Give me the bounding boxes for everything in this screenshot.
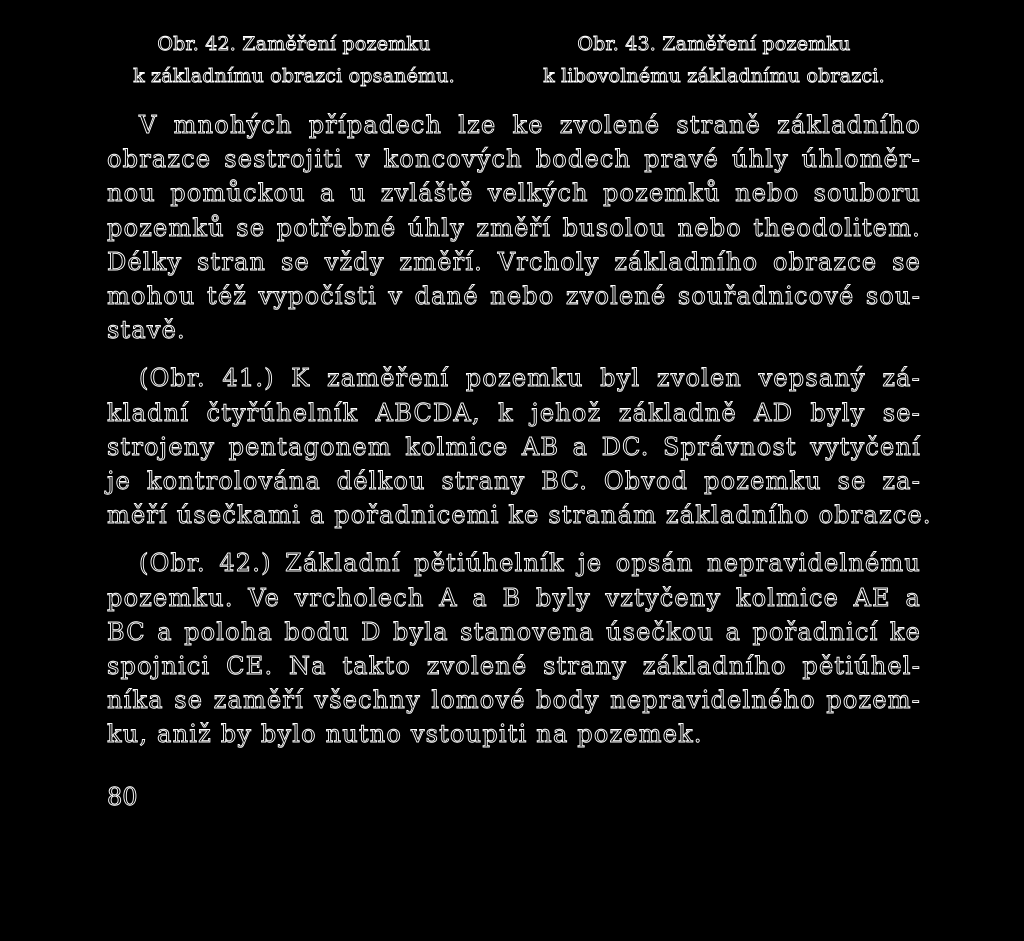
paragraph-3	[107, 546, 921, 751]
text-line: BC a poloha bodu D byla stanovena úsečkou a pořadnicí ke	[107, 617, 921, 646]
text-line: mohou též vypočísti v dané nebo zvolené souřadnicové sou-	[107, 282, 921, 311]
text-line: je kontrolována délkou strany BC. Obvod pozemku se za-	[107, 467, 921, 496]
paragraph-2	[107, 361, 932, 532]
caption-43-line-1: Obr. 43. Zaměření pozemku	[577, 33, 851, 55]
text-line: (Obr. 41.) K zaměření pozemku byl zvolen vepsaný zá-	[139, 364, 921, 393]
text-line: obrazce sestrojiti v koncových bodech pravé úhly úhloměr-	[107, 145, 921, 174]
text-line: Délky stran se vždy změří. Vrcholy základního obrazce se	[107, 247, 921, 276]
text-line: kladní čtyřúhelník ABCDA, k jehož základně AD byly se-	[107, 398, 921, 427]
text-line: V mnohých případech lze ke zvolené straně základního	[139, 111, 921, 139]
figure-caption-43	[505, 28, 923, 92]
text-line: nou pomůckou a u zvláště velkých pozemků nebo souboru	[107, 179, 921, 208]
text-line: níka se zaměří všechny lomové body nepravidelného pozem-	[107, 686, 921, 715]
caption-42-line-2: k základnímu obrazci opsanému.	[133, 65, 455, 87]
text-line: ku, aniž by bylo nutno vstoupiti na pozemek.	[107, 720, 703, 749]
body-text	[107, 108, 932, 766]
text-line: měří úsečkami a pořadnicemi ke stranám základního obrazce.	[107, 501, 932, 530]
page-number: 80	[107, 783, 138, 811]
text-line: pozemků se potřebné úhly změří busolou nebo theodolitem.	[107, 213, 921, 242]
caption-42-line-1: Obr. 42. Zaměření pozemku	[157, 33, 431, 55]
text-line: strojeny pentagonem kolmice AB a DC. Správnost vytyčení	[107, 432, 921, 461]
paragraph-1	[107, 108, 921, 347]
text-line: spojnici CE. Na takto zvolené strany základního pětiúhel-	[107, 652, 921, 681]
caption-43-line-2: k libovolnému základnímu obrazci.	[543, 65, 885, 87]
figure-caption-42	[104, 28, 484, 92]
text-line: pozemku. Ve vrcholech A a B byly vztyčeny kolmice AE a	[107, 583, 921, 612]
text-line: stavě.	[107, 316, 186, 345]
text-line: (Obr. 42.) Základní pětiúhelník je opsán nepravidelnému	[139, 549, 921, 578]
